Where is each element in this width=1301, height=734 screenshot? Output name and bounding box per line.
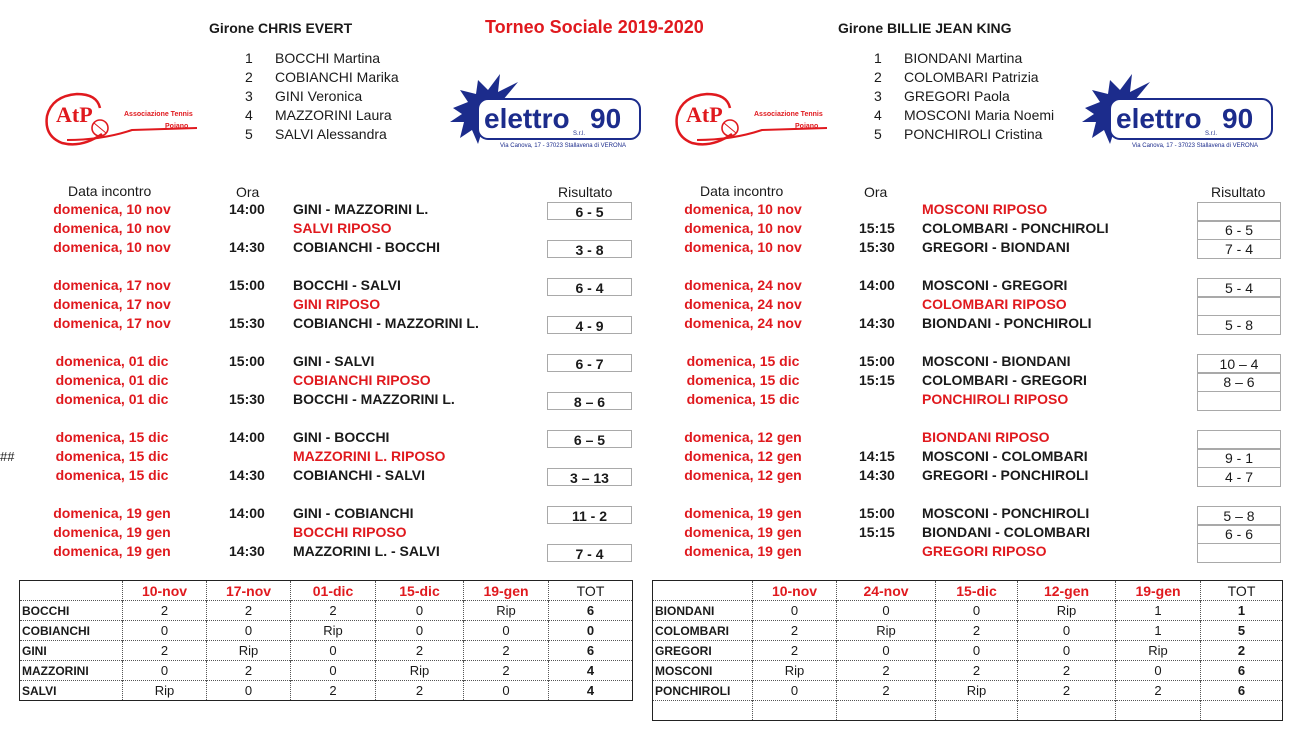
match-pairing: GINI - BOCCHI (293, 429, 390, 445)
points-cell: 0 (123, 621, 207, 641)
match-time: 14:00 (229, 505, 265, 521)
player-number: 5 (874, 126, 882, 142)
match-time: 15:30 (859, 239, 895, 255)
points-cell: 2 (837, 681, 936, 701)
match-time: 15:00 (859, 353, 895, 369)
player-name: COLOMBARI Patrizia (904, 69, 1039, 85)
match-time: 15:00 (229, 353, 265, 369)
points-cell (936, 701, 1018, 721)
match-pairing: BIONDANI - COLOMBARI (922, 524, 1090, 540)
player-number: 2 (245, 69, 253, 85)
header-time-right: Ora (864, 184, 888, 200)
sponsor-logo-number: 90 (590, 103, 622, 134)
match-time: 15:00 (229, 277, 265, 293)
result-box: 6 - 6 (1197, 524, 1281, 544)
sponsor-logo-number: 90 (1222, 103, 1254, 134)
sponsor-logo-address: Via Canova, 17 - 37023 Stallavena di VERONA (1132, 143, 1258, 149)
result-box: 7 - 4 (547, 544, 632, 562)
total-cell: 6 (549, 641, 633, 661)
match-time: 14:00 (229, 201, 265, 217)
match-time: 14:15 (859, 448, 895, 464)
player-name-cell: COLOMBARI (653, 621, 753, 641)
total-cell: 4 (549, 661, 633, 681)
player-name: BOCCHI Martina (275, 50, 381, 66)
points-cell: 2 (753, 621, 837, 641)
match-time: 15:15 (859, 372, 895, 388)
standings-column-header: 15-dic (936, 581, 1018, 601)
standings-corner (20, 581, 123, 601)
result-box: 5 – 8 (1197, 506, 1281, 526)
total-cell (1201, 701, 1283, 721)
result-box: 8 – 6 (547, 392, 632, 410)
total-cell: 1 (1201, 601, 1283, 621)
sponsor-logo-address: Via Canova, 17 - 37023 Stallavena di VERONA (500, 143, 626, 149)
sponsor-logo-name: elettro (1116, 103, 1202, 134)
standings-row (653, 661, 1283, 681)
points-cell: 0 (837, 641, 936, 661)
player-number: 5 (245, 126, 253, 142)
result-box: 6 - 5 (1197, 220, 1281, 240)
player-row (245, 49, 399, 68)
result-box: 8 – 6 (1197, 372, 1281, 392)
points-cell: Rip (753, 661, 837, 681)
match-date: domenica, 24 nov (684, 277, 802, 293)
points-cell: 0 (207, 681, 291, 701)
match-pairing: GINI - COBIANCHI (293, 505, 414, 521)
total-cell: 5 (1201, 621, 1283, 641)
standings-table-left (19, 580, 633, 701)
group-title-left: Girone CHRIS EVERT (209, 20, 353, 36)
header-time-left: Ora (236, 184, 260, 200)
total-cell: 6 (1201, 681, 1283, 701)
rest-label: GREGORI RIPOSO (922, 543, 1047, 559)
standings-row (20, 681, 633, 701)
standings-row (653, 681, 1283, 701)
points-cell: 2 (1116, 681, 1201, 701)
result-box: 6 - 7 (547, 354, 632, 372)
player-name: BIONDANI Martina (904, 50, 1023, 66)
points-cell: 2 (376, 681, 464, 701)
match-date: domenica, 17 nov (53, 296, 171, 312)
match-pairing: GINI - MAZZORINI L. (293, 201, 429, 217)
total-cell: 6 (1201, 661, 1283, 681)
rest-label: SALVI RIPOSO (293, 220, 392, 236)
player-row (874, 106, 1054, 125)
match-date: domenica, 17 nov (53, 277, 171, 293)
match-date: domenica, 15 dic (55, 429, 169, 445)
points-cell: 2 (291, 681, 376, 701)
player-number: 4 (874, 107, 882, 123)
club-logo-right (672, 88, 827, 148)
player-name-cell: MAZZORINI (20, 661, 123, 681)
match-date: domenica, 10 nov (684, 239, 802, 255)
points-cell: 0 (376, 621, 464, 641)
points-cell: Rip (464, 601, 549, 621)
player-name: MAZZORINI Laura (275, 107, 392, 123)
total-cell: 4 (549, 681, 633, 701)
points-cell: Rip (837, 621, 936, 641)
rest-label: GINI RIPOSO (293, 296, 381, 312)
match-date: domenica, 19 gen (53, 543, 171, 559)
player-name: SALVI Alessandra (275, 126, 387, 142)
match-time: 14:30 (229, 543, 265, 559)
player-row (245, 68, 399, 87)
match-time: 14:00 (859, 277, 895, 293)
match-pairing: MOSCONI - COLOMBARI (922, 448, 1088, 464)
page-title: Torneo Sociale 2019-2020 (485, 17, 704, 37)
match-pairing: MAZZORINI L. - SALVI (293, 543, 440, 559)
match-pairing: BOCCHI - MAZZORINI L. (293, 391, 455, 407)
result-box: 11 - 2 (547, 506, 632, 524)
points-cell: 2 (207, 661, 291, 681)
points-cell: 1 (1116, 601, 1201, 621)
points-cell: 2 (936, 621, 1018, 641)
points-cell: Rip (1116, 641, 1201, 661)
match-time: 15:15 (859, 524, 895, 540)
standings-row (20, 621, 633, 641)
player-name: MOSCONI Maria Noemi (904, 107, 1055, 123)
match-time: 14:30 (859, 315, 895, 331)
player-row (245, 125, 399, 144)
match-date: domenica, 01 dic (55, 353, 169, 369)
match-pairing: COBIANCHI - SALVI (293, 467, 425, 483)
rest-label: COLOMBARI RIPOSO (922, 296, 1067, 312)
result-box: 7 - 4 (1197, 239, 1281, 259)
match-pairing: MOSCONI - BIONDANI (922, 353, 1071, 369)
standings-column-header: 24-nov (837, 581, 936, 601)
rest-label: COBIANCHI RIPOSO (293, 372, 431, 388)
points-cell: 0 (936, 641, 1018, 661)
points-cell: 2 (207, 601, 291, 621)
standings-column-header: 10-nov (753, 581, 837, 601)
standings-column-header: TOT (549, 581, 633, 601)
points-cell (837, 701, 936, 721)
points-cell: 0 (837, 601, 936, 621)
standings-row (653, 641, 1283, 661)
match-date: domenica, 10 nov (53, 239, 171, 255)
result-box: 10 – 4 (1197, 354, 1281, 374)
points-cell: 0 (376, 601, 464, 621)
points-cell: Rip (936, 681, 1018, 701)
result-box: 6 - 5 (547, 202, 632, 220)
match-date: domenica, 10 nov (53, 220, 171, 236)
standings-row (653, 621, 1283, 641)
points-cell: 2 (376, 641, 464, 661)
player-row (874, 49, 1054, 68)
group-title-right: Girone BILLIE JEAN KING (838, 20, 1012, 36)
standings-column-header: 17-nov (207, 581, 291, 601)
standings-header-row (653, 581, 1283, 601)
result-box: 5 - 8 (1197, 315, 1281, 335)
points-cell: 2 (936, 661, 1018, 681)
rest-label: BIONDANI RIPOSO (922, 429, 1050, 445)
points-cell: 2 (123, 641, 207, 661)
points-cell: Rip (1018, 601, 1116, 621)
standings-row (653, 601, 1283, 621)
standings-column-header: 10-nov (123, 581, 207, 601)
points-cell: 0 (291, 661, 376, 681)
match-pairing: GINI - SALVI (293, 353, 375, 369)
result-box: 3 - 8 (547, 240, 632, 258)
match-date: domenica, 12 gen (684, 448, 802, 464)
match-pairing: MOSCONI - GREGORI (922, 277, 1068, 293)
player-name-cell: GREGORI (653, 641, 753, 661)
match-date: domenica, 19 gen (684, 505, 802, 521)
result-box: 5 - 4 (1197, 278, 1281, 298)
points-cell (1116, 701, 1201, 721)
points-cell: 0 (936, 601, 1018, 621)
match-pairing: COLOMBARI - GREGORI (922, 372, 1087, 388)
result-box (1197, 391, 1281, 411)
player-name-cell: SALVI (20, 681, 123, 701)
club-logo-line1: Associazione Tennis (124, 111, 193, 118)
match-time: 14:30 (859, 467, 895, 483)
standings-table-right (652, 580, 1283, 721)
match-time: 15:00 (859, 505, 895, 521)
player-number: 3 (874, 88, 882, 104)
player-name-cell: BOCCHI (20, 601, 123, 621)
standings-column-header: 19-gen (1116, 581, 1201, 601)
standings-column-header: 19-gen (464, 581, 549, 601)
total-cell: 2 (1201, 641, 1283, 661)
match-date: domenica, 12 gen (684, 429, 802, 445)
total-cell: 6 (549, 601, 633, 621)
points-cell: 0 (753, 681, 837, 701)
total-cell: 0 (549, 621, 633, 641)
points-cell: 0 (1116, 661, 1201, 681)
points-cell: 2 (464, 641, 549, 661)
sponsor-logo-srl: S.r.l. (573, 131, 586, 137)
player-name-cell: GINI (20, 641, 123, 661)
match-date: domenica, 24 nov (684, 315, 802, 331)
points-cell: 0 (464, 621, 549, 641)
rest-label: BOCCHI RIPOSO (293, 524, 407, 540)
points-cell (753, 701, 837, 721)
sponsor-logo-srl: S.r.l. (1205, 131, 1218, 137)
match-time: 14:30 (229, 239, 265, 255)
player-row (874, 87, 1054, 106)
match-date: domenica, 19 gen (53, 524, 171, 540)
match-time: 15:30 (229, 391, 265, 407)
club-logo-mark: AtP (686, 102, 723, 127)
player-number: 3 (245, 88, 253, 104)
match-date: domenica, 15 dic (55, 467, 169, 483)
points-cell: 2 (123, 601, 207, 621)
result-box: 6 – 5 (547, 430, 632, 448)
match-date: domenica, 24 nov (684, 296, 802, 312)
result-box: 4 - 9 (547, 316, 632, 334)
points-cell: 2 (464, 661, 549, 681)
player-number: 4 (245, 107, 253, 123)
match-pairing: BOCCHI - SALVI (293, 277, 401, 293)
standings-row (20, 641, 633, 661)
player-name-cell: BIONDANI (653, 601, 753, 621)
standings-column-header: 01-dic (291, 581, 376, 601)
match-pairing: GREGORI - BIONDANI (922, 239, 1070, 255)
result-box (1197, 202, 1281, 222)
player-name: PONCHIROLI Cristina (904, 126, 1043, 142)
standings-row (653, 701, 1283, 721)
player-name: GINI Veronica (275, 88, 363, 104)
points-cell: 0 (753, 601, 837, 621)
standings-header-row (20, 581, 633, 601)
player-name-cell: COBIANCHI (20, 621, 123, 641)
match-time: 15:15 (859, 220, 895, 236)
points-cell: 0 (291, 641, 376, 661)
player-name-cell: MOSCONI (653, 661, 753, 681)
match-pairing: MOSCONI - PONCHIROLI (922, 505, 1090, 521)
standings-column-header: 15-dic (376, 581, 464, 601)
player-name: GREGORI Paola (904, 88, 1010, 104)
standings-corner (653, 581, 753, 601)
result-box: 6 - 4 (547, 278, 632, 296)
match-date: domenica, 12 gen (684, 467, 802, 483)
match-pairing: COBIANCHI - BOCCHI (293, 239, 440, 255)
match-date: domenica, 19 gen (684, 524, 802, 540)
match-date: domenica, 19 gen (684, 543, 802, 559)
player-list-left (245, 49, 399, 144)
sponsor-logo-left (448, 72, 643, 152)
result-box (1197, 296, 1281, 316)
rest-label: MAZZORINI L. RIPOSO (293, 448, 446, 464)
match-date: domenica, 17 nov (53, 315, 171, 331)
match-date: domenica, 15 dic (686, 372, 800, 388)
match-pairing: COLOMBARI - PONCHIROLI (922, 220, 1109, 236)
stray-mark: ## (0, 449, 15, 464)
match-time: 14:30 (229, 467, 265, 483)
player-number: 2 (874, 69, 882, 85)
sponsor-logo-name: elettro (484, 103, 570, 134)
points-cell: 0 (1018, 641, 1116, 661)
points-cell: 2 (1018, 681, 1116, 701)
points-cell: 2 (1018, 661, 1116, 681)
standings-column-header: TOT (1201, 581, 1283, 601)
points-cell: 0 (464, 681, 549, 701)
points-cell: 0 (1018, 621, 1116, 641)
match-date: domenica, 10 nov (684, 220, 802, 236)
player-row (874, 125, 1054, 144)
points-cell: 1 (1116, 621, 1201, 641)
match-date: domenica, 01 dic (55, 391, 169, 407)
club-logo-left (42, 88, 197, 148)
result-box (1197, 543, 1281, 563)
points-cell: 0 (207, 621, 291, 641)
points-cell: Rip (123, 681, 207, 701)
match-pairing: COBIANCHI - MAZZORINI L. (293, 315, 479, 331)
header-date-right: Data incontro (700, 183, 784, 199)
points-cell: Rip (207, 641, 291, 661)
player-name: COBIANCHI Marika (275, 69, 399, 85)
points-cell: 0 (123, 661, 207, 681)
result-box: 4 - 7 (1197, 467, 1281, 487)
points-cell: 2 (837, 661, 936, 681)
player-row (874, 68, 1054, 87)
player-name-cell (653, 701, 753, 721)
standings-column-header: 12-gen (1018, 581, 1116, 601)
points-cell: Rip (291, 621, 376, 641)
standings-row (20, 661, 633, 681)
header-result-left: Risultato (558, 184, 613, 200)
result-box: 9 - 1 (1197, 448, 1281, 468)
match-pairing: GREGORI - PONCHIROLI (922, 467, 1089, 483)
player-row (245, 106, 399, 125)
match-date: domenica, 19 gen (53, 505, 171, 521)
match-date: domenica, 10 nov (53, 201, 171, 217)
player-name-cell: PONCHIROLI (653, 681, 753, 701)
match-pairing: BIONDANI - PONCHIROLI (922, 315, 1092, 331)
match-date: domenica, 15 dic (55, 448, 169, 464)
match-time: 14:00 (229, 429, 265, 445)
club-logo-line2: Poiano (795, 123, 819, 130)
result-box (1197, 430, 1281, 450)
match-date: domenica, 01 dic (55, 372, 169, 388)
rest-label: PONCHIROLI RIPOSO (922, 391, 1069, 407)
points-cell: Rip (376, 661, 464, 681)
match-date: domenica, 10 nov (684, 201, 802, 217)
club-logo-line1: Associazione Tennis (754, 111, 823, 118)
header-date-left: Data incontro (68, 183, 152, 199)
club-logo-line2: Poiano (165, 123, 189, 130)
header-result-right: Risultato (1211, 184, 1266, 200)
points-cell (1018, 701, 1116, 721)
match-date: domenica, 15 dic (686, 391, 800, 407)
match-date: domenica, 15 dic (686, 353, 800, 369)
standings-row (20, 601, 633, 621)
rest-label: MOSCONI RIPOSO (922, 201, 1048, 217)
match-time: 15:30 (229, 315, 265, 331)
club-logo-mark: AtP (56, 102, 93, 127)
sponsor-logo-right (1080, 72, 1275, 152)
player-row (245, 87, 399, 106)
player-number: 1 (245, 50, 253, 66)
player-number: 1 (874, 50, 882, 66)
points-cell: 2 (753, 641, 837, 661)
player-list-right (874, 49, 1054, 144)
points-cell: 2 (291, 601, 376, 621)
result-box: 3 – 13 (547, 468, 632, 486)
